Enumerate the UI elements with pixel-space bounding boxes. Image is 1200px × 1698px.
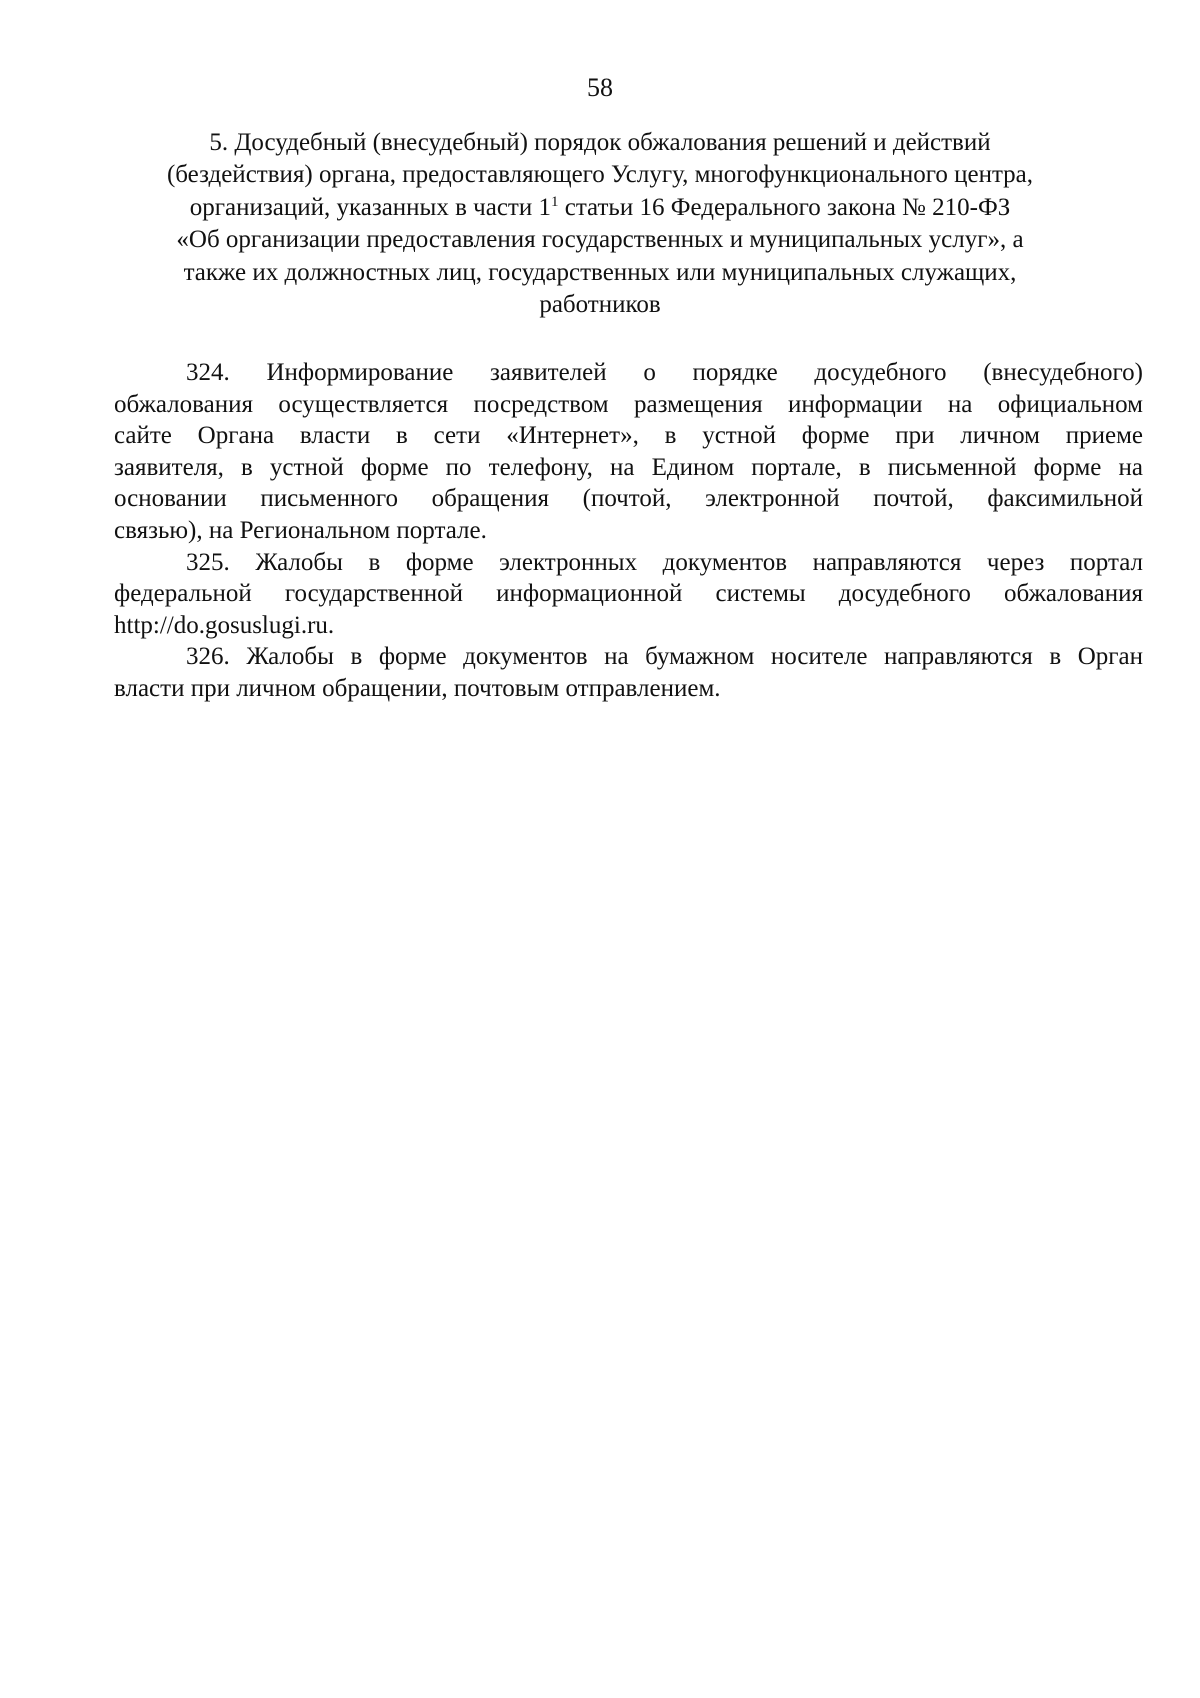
paragraph-line: 326. Жалобы в форме документов на бумажном носителе направляются в Орган <box>186 643 1143 671</box>
heading-line: 5. Досудебный (внесудебный) порядок обжалования решений и действий <box>209 129 991 156</box>
footnote-superscript: 1 <box>550 193 559 210</box>
paragraph-325 <box>114 547 1143 642</box>
paragraph-line: http://do.gosuslugi.ru. <box>114 611 335 639</box>
paragraph-326 <box>114 641 1143 704</box>
paragraph-line: основании письменного обращения (почтой, электронной почтой, факсимильной <box>114 485 1143 513</box>
paragraph-line: связью), на Региональном портале. <box>114 516 487 544</box>
paragraph-line: обжалования осуществляется посредством размещения информации на официальном <box>114 390 1143 418</box>
paragraph-line: федеральной государственной информационной системы досудебного обжалования <box>114 580 1143 608</box>
paragraph-line: 325. Жалобы в форме электронных документов направляются через портал <box>186 548 1143 576</box>
heading-line: (бездействия) органа, предоставляющего Услугу, многофункционального центра, <box>166 161 1034 189</box>
heading-line: работников <box>539 291 661 319</box>
heading-line: также их должностных лиц, государственных или муниципальных служащих, <box>183 258 1017 286</box>
paragraph-line: заявителя, в устной форме по телефону, на Едином портале, в письменной форме на <box>114 453 1143 481</box>
paragraph-line: сайте Органа власти в сети «Интернет», в устной форме при личном приеме <box>114 422 1143 450</box>
section-heading <box>140 127 1060 321</box>
heading-line-with-footnote <box>140 192 1060 224</box>
paragraph-line: власти при личном обращении, почтовым отправлением. <box>114 674 721 702</box>
page-number: 58 <box>587 73 613 102</box>
paragraph-324 <box>114 357 1143 547</box>
heading-line: «Об организации предоставления государственных и муниципальных услуг», а <box>176 226 1024 254</box>
paragraph-line: 324. Информирование заявителей о порядке досудебного (внесудебного) <box>186 359 1143 386</box>
heading-line-part: организаций, указанных в части 1 <box>189 193 551 221</box>
heading-line-part: статьи 16 Федерального закона № 210-ФЗ <box>558 193 1011 221</box>
document-body <box>114 357 1143 705</box>
